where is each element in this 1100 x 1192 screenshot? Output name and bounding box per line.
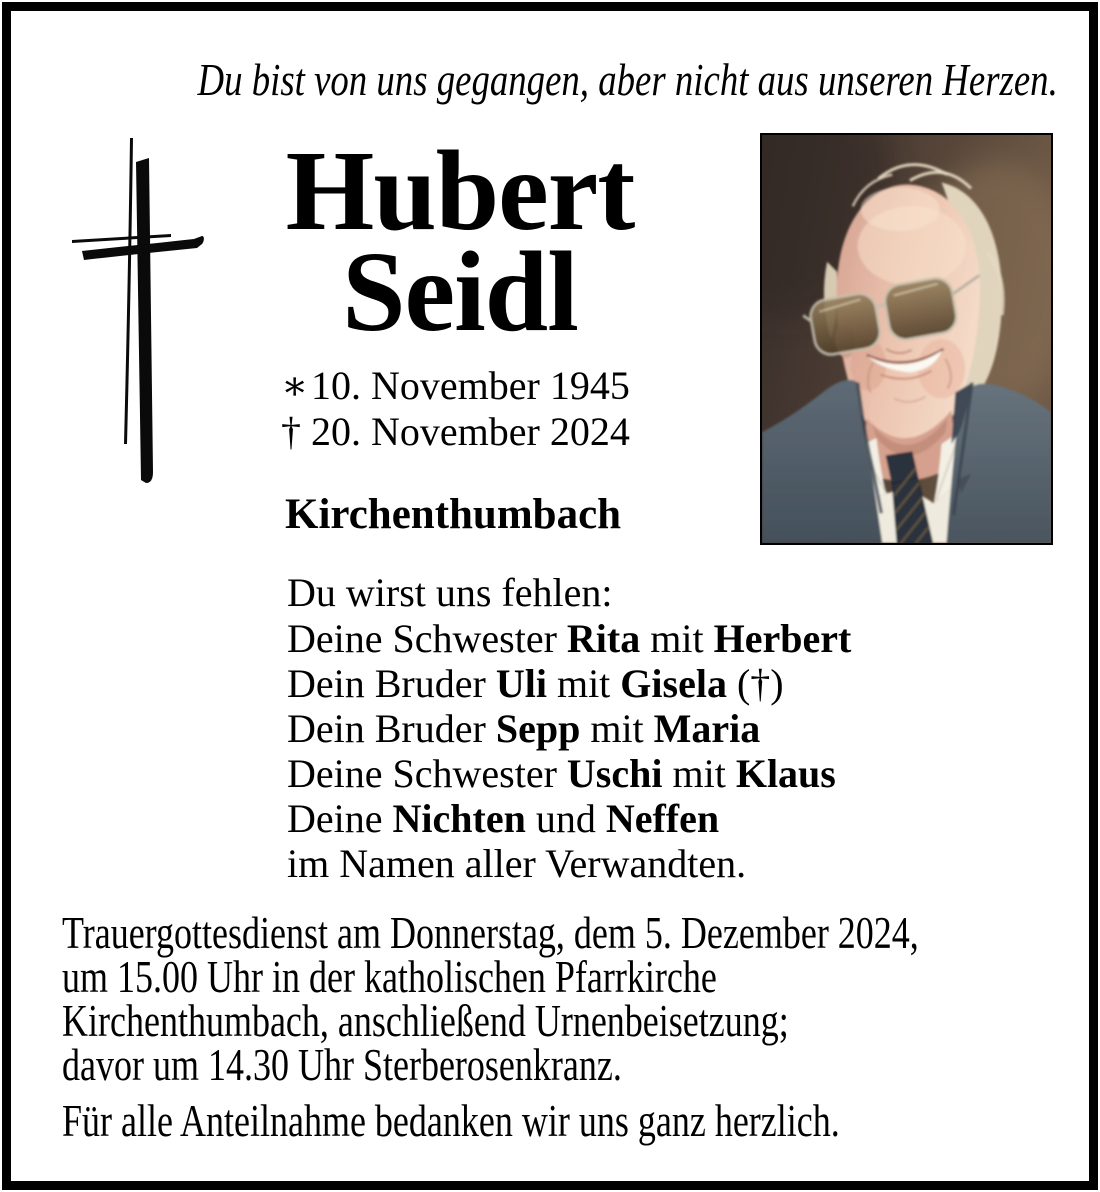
family-line (287, 751, 851, 796)
portrait-illustration (762, 135, 1051, 543)
birth-date-line (281, 363, 630, 409)
family-text: im Namen aller Verwandten. (287, 841, 747, 886)
death-date-line (281, 409, 630, 455)
family-text: Deine Schwester (287, 751, 567, 796)
family-text: mit (662, 751, 736, 796)
cross-thin-horizontal (72, 234, 171, 243)
family-name: Klaus (735, 751, 836, 796)
service-line: Trauergottesdienst am Donnerstag, dem 5. Dezember 2024, (62, 908, 919, 958)
family-line (287, 661, 851, 706)
family-line (287, 616, 851, 661)
birth-date: 10. November 1945 (311, 363, 630, 408)
family-text: Dein Bruder (287, 661, 496, 706)
family-name: Nichten (392, 796, 526, 841)
deceased-first-name: Hubert (285, 127, 635, 254)
family-name: Herbert (713, 616, 852, 661)
cross-thick-vertical (136, 158, 153, 483)
service-line: um 15.00 Uhr in der katholischen Pfarrkirche (62, 952, 717, 1002)
family-text: Deine Schwester (287, 616, 567, 661)
service-line: davor um 14.30 Uhr Sterberosenkranz. (62, 1040, 622, 1090)
epigraph-text: Du bist von uns gegangen, aber nicht aus unseren Herzen. (197, 54, 1058, 105)
birth-star-symbol: ∗ (281, 363, 309, 408)
life-dates (281, 363, 630, 455)
farewell-intro: Du wirst uns fehlen: (287, 570, 613, 615)
death-date: 20. November 2024 (311, 409, 630, 454)
deceased-name (240, 127, 680, 355)
family-text: mit (580, 706, 654, 751)
cross-thin-vertical (124, 138, 133, 444)
family-line (287, 706, 851, 751)
family-name: Uschi (566, 751, 663, 796)
location: Kirchenthumbach (285, 491, 622, 538)
family-line (287, 841, 851, 886)
memorial-cross-icon (58, 124, 208, 494)
family-text: und (525, 796, 606, 841)
service-details (62, 908, 1086, 1090)
family-name: Sepp (495, 706, 581, 751)
family-name: Neffen (605, 796, 720, 841)
family-name: Gisela (620, 661, 727, 706)
family-text: mit (546, 661, 621, 706)
family-text: Dein Bruder (287, 706, 496, 751)
family-line (287, 796, 851, 841)
family-name: Rita (566, 616, 641, 661)
service-line: Kirchenthumbach, anschließend Urnenbeisetzung; (62, 996, 789, 1046)
deceased-last-name: Seidl (342, 228, 578, 355)
family-list (287, 616, 851, 886)
family-text: mit (640, 616, 714, 661)
family-text: Deine (287, 796, 393, 841)
portrait-photo (760, 133, 1053, 545)
thanks-line: Für alle Anteilnahme bedanken wir uns ganz herzlich. (62, 1096, 840, 1146)
epigraph (90, 54, 1086, 106)
family-name: Maria (653, 706, 761, 751)
death-dagger-symbol: † (281, 409, 301, 454)
family-name: Uli (495, 661, 547, 706)
family-text: (†) (726, 661, 784, 706)
